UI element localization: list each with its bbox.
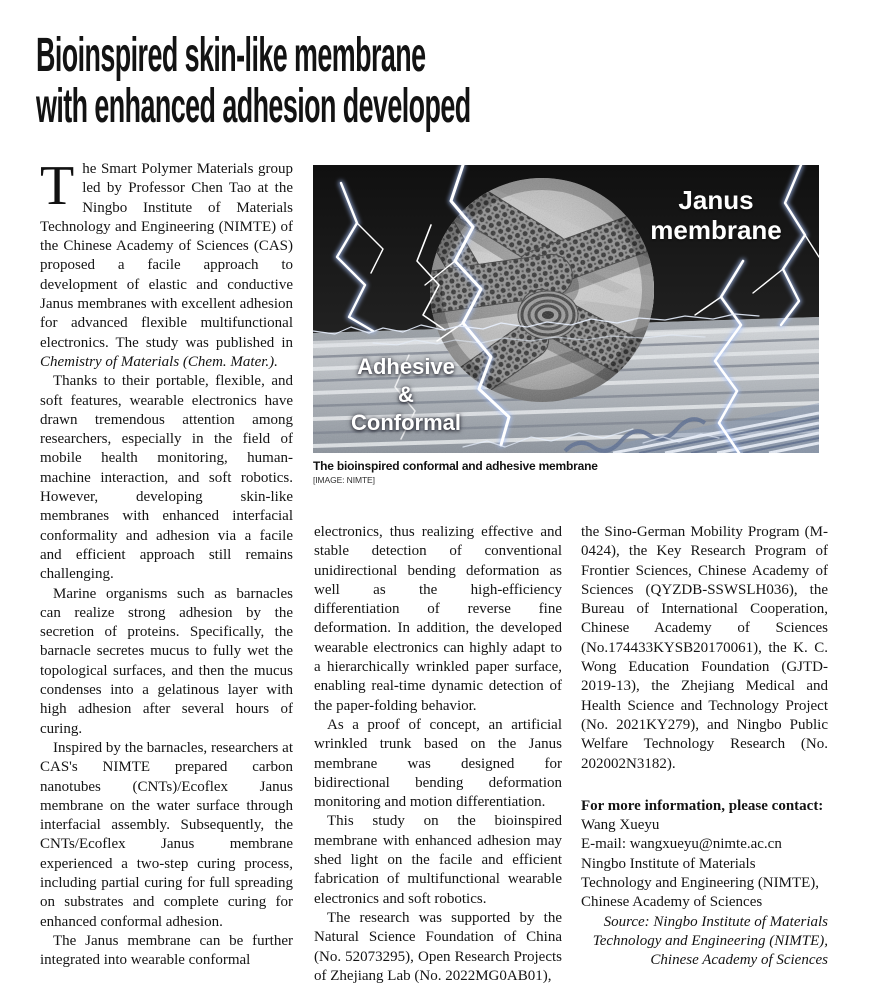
contact-email: E-mail: wangxueyu@nimte.ac.cn: [581, 836, 782, 853]
contact-name: Wang Xueyu: [581, 817, 660, 834]
journal-name: Chemistry of Materials (Chem. Mater.).: [40, 353, 278, 370]
intro-text: he Smart Polymer Materials group led by Professor Chen Tao at the Ningbo Institute of Materials Technology and Engineering (NIMTE) of the Chinese Academy of Sciences (CAS) proposed a facile approach to development of elastic and conductive Janus membranes with excellent adhesion for advanced flexible multifunctional electronics. The study was published in: [40, 161, 293, 351]
paragraph-outlook: This study on the bioinspired membrane with enhanced adhesion may shed light on the facile and efficient fabrication of multifunctional wearable electronics and soft robotics.: [314, 813, 562, 907]
adhesive-label-line-3: Conformal: [351, 410, 461, 435]
article-column-middle: [314, 523, 562, 986]
paragraph-barnacles: Marine organisms such as barnacles can realize strong adhesion by the secretion of proteins. Specifically, the barnacle secretes mucus to fully wet the topological surfaces, and then the mucus condenses into a gelatinous layer with high adhesion after several hours of curing.: [40, 585, 293, 737]
headline-line-1: Bioinspired skin-like membrane: [36, 29, 426, 82]
article-column-left: [40, 155, 293, 970]
paragraph-integration-cont: electronics, thus realizing effective and stable detection of conventional unidirectional bending deformation as well as the high-efficiency differentiation of reverse fine deformation. In addition, the developed wearable electronics can highly adapt to a hierarchically wrinkled paper surface, enabling real-time dynamic detection of the paper-folding behavior.: [314, 524, 562, 714]
figure-credit: [IMAGE: NIMTE]: [313, 475, 375, 485]
figure-label-janus-membrane: [631, 185, 801, 245]
figure-label-adhesive-conformal: [331, 353, 481, 437]
drop-cap: T: [40, 155, 75, 217]
headline-line-2: with enhanced adhesion developed: [36, 80, 471, 133]
janus-label-line-2: membrane: [650, 215, 782, 245]
paragraph-method: Inspired by the barnacles, researchers at CAS's NIMTE prepared carbon nanotubes (CNTs)/Ecoflex Janus membrane on the water surface through interfacial assembly. Subsequently, the CNTs/Ecoflex Janus membrane experienced a two-step curing process, including partial curing for full spreading on substrates and complete curing for enhanced conformal adhesion.: [40, 739, 293, 930]
source-attribution: Source: Ningbo Institute of Materials Technology and Engineering (NIMTE), Chinese Academy of Sciences: [592, 913, 828, 969]
article-column-right: [581, 523, 828, 971]
contact-organization: Ningbo Institute of Materials Technology and Engineering (NIMTE),: [581, 855, 820, 892]
figure-caption: The bioinspired conformal and adhesive membrane: [313, 459, 598, 473]
paragraph-integration-start: The Janus membrane can be further integrated into wearable conformal: [40, 932, 293, 969]
hero-figure: [313, 165, 819, 453]
contact-organization-2: Chinese Academy of Sciences: [581, 894, 763, 911]
contact-heading: For more information, please contact:: [581, 797, 824, 814]
contact-block: [581, 797, 828, 913]
paragraph-proof-of-concept: As a proof of concept, an artificial wrinkled trunk based on the Janus membrane was designed for bidirectional bending deformation monitoring and motion differentiation.: [314, 716, 562, 811]
paragraph-funding-cont: the Sino-German Mobility Program (M-0424), the Key Research Program of Frontier Sciences, Chinese Academy of Sciences (QYZDB-SSWSLH036), the Bureau of International Cooperation, Chinese Academy of Sciences (No.174433KYSB20170061), the K. C. Wong Education Foundation (GJTD-2019-13), the Zhejiang Medical and Health Science and Technology Project (No. 2021KY279), and Ningbo Public Welfare Technology Research (No. 202002N3182).: [581, 524, 828, 772]
page-title: [36, 30, 471, 132]
paragraph-intro: [40, 155, 293, 372]
janus-label-line-1: Janus: [678, 185, 754, 215]
paragraph-background: Thanks to their portable, flexible, and soft features, wearable electronics have drawn tremendous attention among researchers, especially in the field of mobile health monitoring, human-machine interaction, and soft robotics. However, developing skin-like membranes with enhanced interfacial conformality and adhesion via a facile and efficient approach still remains challenging.: [40, 373, 293, 583]
adhesive-label-line-2: &: [398, 382, 414, 407]
adhesive-label-line-1: Adhesive: [357, 354, 455, 379]
paragraph-funding-start: The research was supported by the Natural Science Foundation of China (No. 52073295), Open Research Projects of Zhejiang Lab (No. 2022MG0AB01),: [314, 909, 562, 984]
